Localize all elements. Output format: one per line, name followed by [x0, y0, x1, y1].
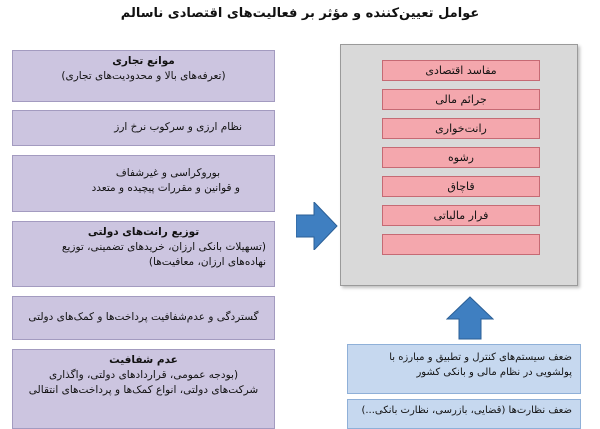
cause-government-rents: [12, 221, 275, 287]
cause-text: (تسهیلات بانکی ارزان، خریدهای تضمینی، توزیع نهاده‌های ارزان، معافیت‌ها): [61, 241, 266, 268]
cause-text: گستردگی و عدم‌شفافیت پرداخت‌ها و کمک‌های دولتی: [28, 311, 259, 323]
cause-lack-of-transparency: [12, 349, 275, 429]
cause-bureaucracy: [12, 155, 275, 212]
cause-trade-barriers: [12, 50, 275, 102]
diagram-title: عوامل تعیین‌کننده و مؤثر بر فعالیت‌های اقتصادی ناسالم: [120, 6, 480, 21]
cause-text-line1: بوروکراسی و غیرشفاف: [115, 167, 220, 179]
weakness-control-systems: ضعف سیستم‌های کنترل و تطبیق و مبارزه با پولشویی در نظام مالی و بانکی کشور: [347, 344, 581, 394]
cause-text-line1: (بودجه عمومی، قراردادهای دولتی، واگذاری: [48, 369, 239, 381]
outcome-item: قاچاق: [382, 176, 540, 197]
outcome-item-empty: [382, 234, 540, 255]
cause-government-payments: [12, 296, 275, 340]
cause-text-line2: و قوانین و مقررات پیچیده و متعدد: [91, 182, 240, 194]
outcome-item: مفاسد اقتصادی: [382, 60, 540, 81]
outcome-item: رشوه: [382, 147, 540, 168]
outcome-item: رانت‌خواری: [382, 118, 540, 139]
right-arrow-icon: [296, 202, 338, 250]
outcome-item: فرار مالیاتی: [382, 205, 540, 226]
cause-heading: توزیع رانت‌های دولتی: [87, 226, 200, 238]
cause-text: (تعرفه‌های بالا و محدودیت‌های تجاری): [61, 70, 226, 82]
cause-currency-system: [12, 110, 275, 146]
cause-heading: موانع تجاری: [112, 55, 175, 67]
outcome-item: جرائم مالی: [382, 89, 540, 110]
outcomes-panel: [340, 44, 578, 286]
cause-heading: عدم شفافیت: [109, 354, 178, 366]
cause-text-line2: شرکت‌های دولتی، انواع کمک‌ها و پرداخت‌های انتقالی: [28, 384, 259, 396]
up-arrow-icon: [446, 296, 494, 340]
weakness-supervision: ضعف نظارت‌ها (قضایی، بازرسی، نظارت بانکی...): [347, 399, 581, 429]
cause-text: نظام ارزی و سرکوب نرخ ارز: [114, 121, 242, 133]
